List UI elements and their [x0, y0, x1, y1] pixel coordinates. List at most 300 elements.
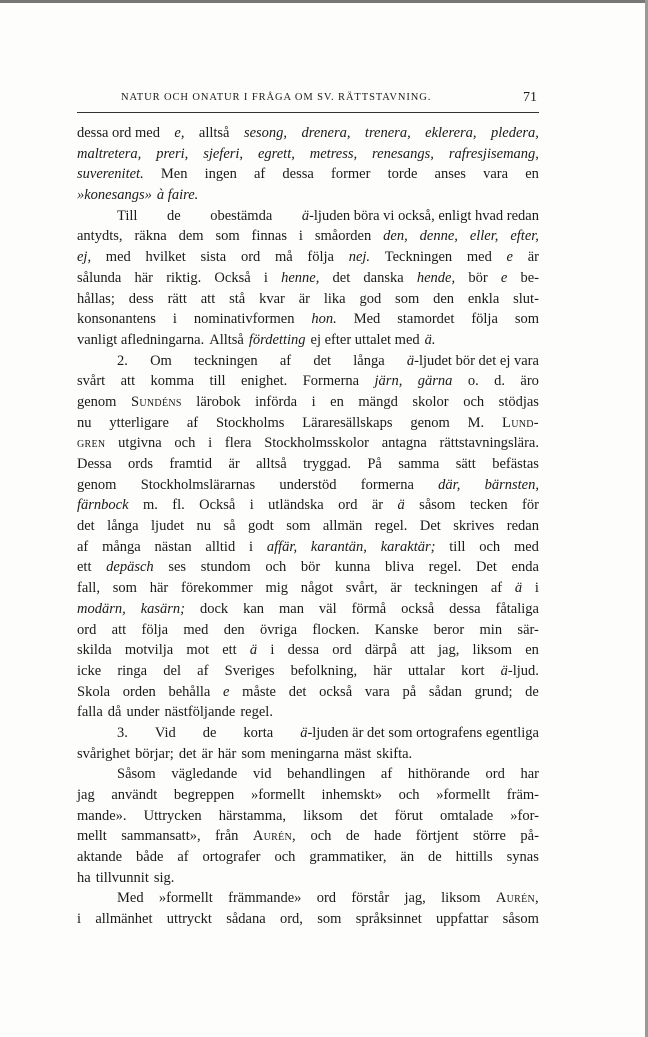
- italic-word: e: [506, 249, 513, 266]
- word: mot: [186, 642, 209, 659]
- word: nu: [77, 414, 92, 431]
- text-line: [77, 599, 539, 620]
- word: ringa: [117, 662, 148, 679]
- word: rättstavningslära.: [439, 435, 539, 452]
- word: dock: [199, 600, 229, 617]
- word: skilda: [77, 642, 112, 659]
- italic-word: modärn,: [77, 600, 126, 617]
- word: Uttrycken: [143, 807, 202, 824]
- word: »formellt: [436, 787, 491, 803]
- word: i: [208, 435, 213, 452]
- word: dem: [178, 228, 204, 245]
- word: uttryckt: [166, 911, 212, 928]
- word: genom: [410, 414, 450, 431]
- italic-word: ä: [500, 662, 508, 679]
- word: sig.: [153, 869, 175, 886]
- italic-word: karantän,: [310, 538, 367, 555]
- text-line: [77, 289, 539, 310]
- word: Också: [214, 269, 251, 286]
- italic-word: e,: [174, 125, 185, 141]
- word: äro: [520, 373, 539, 390]
- word: dessa: [449, 600, 481, 617]
- word: mellt: [77, 828, 107, 845]
- word: i: [77, 911, 82, 928]
- italic-word: ä.: [424, 331, 436, 348]
- word: som: [514, 311, 539, 328]
- word: af: [186, 414, 199, 431]
- word: utgivna: [118, 435, 162, 452]
- word: enkla: [467, 290, 500, 307]
- word: af: [380, 766, 393, 783]
- word: tillvunnit: [95, 869, 149, 886]
- word: i: [249, 497, 254, 514]
- word-group: [300, 723, 539, 744]
- word: Skola: [77, 683, 111, 700]
- word: såsom: [502, 911, 539, 928]
- italic-word: där,: [438, 476, 461, 493]
- word: sammansatt»,: [121, 828, 201, 845]
- word: följa: [141, 621, 169, 638]
- italic-word: ä: [301, 207, 310, 224]
- word: i: [311, 393, 316, 410]
- word: också: [401, 600, 435, 617]
- text-line: [77, 268, 539, 289]
- word: Också: [199, 497, 236, 514]
- word: allmänhet: [95, 911, 153, 928]
- italic-word: henne,: [281, 269, 320, 286]
- word: användt: [111, 787, 158, 803]
- italic-word: sjeferi,: [203, 145, 244, 162]
- word: förstår: [351, 890, 390, 907]
- word: att: [111, 621, 127, 638]
- word: torde: [387, 166, 418, 183]
- word: Kanske: [374, 621, 419, 638]
- word: formerna: [360, 476, 414, 493]
- text-line: [77, 144, 539, 165]
- word: väl: [318, 600, 337, 617]
- word: orden: [122, 683, 156, 700]
- italic-word: färnbock: [77, 497, 129, 514]
- word: På: [367, 456, 382, 472]
- text-line: [77, 702, 539, 723]
- word: ord: [77, 621, 97, 638]
- word: af: [279, 352, 292, 369]
- word: godt: [248, 518, 274, 535]
- word: och: [398, 787, 420, 803]
- word: med: [105, 249, 131, 266]
- word: svårighet: [77, 745, 131, 762]
- word: be-: [520, 269, 539, 286]
- word: den: [433, 290, 455, 307]
- text-line: [77, 516, 539, 537]
- word: kvar: [259, 290, 285, 307]
- word: Sveriges: [224, 662, 275, 679]
- word: ljudet: [151, 518, 185, 535]
- text-line: [77, 475, 539, 496]
- word: enda: [511, 559, 539, 576]
- word: samma: [398, 456, 440, 472]
- word: dess: [128, 290, 154, 307]
- word: meningarna: [270, 745, 339, 762]
- text-line: [77, 413, 539, 434]
- italic-word: »konesangs»: [77, 187, 152, 204]
- text-line: [77, 785, 539, 806]
- word: ord,: [279, 911, 303, 928]
- italic-word: ä: [249, 642, 258, 659]
- word: det: [288, 683, 307, 700]
- word: här: [134, 269, 153, 286]
- word: nu: [196, 518, 212, 535]
- word: bör: [468, 269, 488, 286]
- word: af: [177, 849, 189, 866]
- word: man: [279, 600, 304, 617]
- word: ords: [128, 456, 153, 472]
- word: liksom: [472, 642, 513, 659]
- word: finnas: [251, 228, 287, 245]
- word: ses: [168, 559, 187, 576]
- word: Aurén,: [252, 828, 296, 845]
- word: vid: [252, 766, 272, 783]
- word: behandlingen: [287, 766, 366, 783]
- word: många: [102, 538, 141, 555]
- word: teckningen: [414, 580, 479, 597]
- word: det: [359, 807, 378, 824]
- word: fl.: [172, 497, 185, 514]
- word: god: [359, 290, 382, 307]
- word: befästas: [492, 456, 539, 472]
- word: hvilket: [145, 249, 186, 266]
- word: Men: [160, 166, 188, 183]
- word: riktig.: [166, 269, 202, 286]
- word: till: [449, 538, 466, 555]
- word: korta: [243, 724, 274, 741]
- word: mäst: [343, 745, 372, 762]
- italic-word: sesong,: [243, 125, 288, 141]
- word: kunna: [334, 559, 371, 576]
- word: Till: [117, 207, 138, 224]
- word: i: [263, 269, 268, 286]
- text-line: [77, 495, 539, 516]
- text-line: [77, 578, 539, 599]
- word: af: [253, 166, 266, 183]
- word: mängd: [358, 393, 398, 410]
- word-group: [407, 351, 539, 372]
- word: stundom: [200, 559, 251, 576]
- word: sär-: [517, 621, 539, 638]
- word: ej efter uttalet med: [310, 331, 420, 348]
- text-line: [77, 454, 539, 475]
- text-line: [77, 351, 539, 372]
- word: flocken.: [312, 621, 360, 638]
- word: antydts,: [77, 228, 123, 245]
- word: »for-: [510, 807, 539, 824]
- word: här: [217, 745, 237, 762]
- word: ord: [240, 249, 261, 266]
- word-group: [302, 206, 539, 227]
- word: de: [202, 724, 217, 741]
- text-line: [77, 826, 539, 847]
- word: svårt: [77, 373, 106, 390]
- word: synas: [506, 849, 539, 866]
- word: o.: [467, 373, 479, 390]
- text-line: [77, 764, 539, 785]
- word: motvilja: [124, 642, 174, 659]
- italic-word: depäsch: [106, 559, 154, 576]
- word: skolor: [412, 393, 449, 410]
- italic-word: järn,: [374, 373, 403, 390]
- word: Sundéns: [131, 393, 182, 410]
- word: i: [534, 580, 539, 597]
- word: falla: [77, 704, 103, 721]
- word: genom: [77, 476, 117, 493]
- text-line: [77, 537, 539, 558]
- word: liksom: [303, 807, 343, 824]
- word: lärobok: [196, 393, 241, 410]
- word: Såsom: [117, 766, 156, 783]
- word: därpå: [364, 642, 398, 659]
- word: följa: [307, 249, 334, 266]
- word: vara: [483, 166, 509, 183]
- word: anses: [434, 166, 466, 183]
- word: fall,: [77, 580, 100, 597]
- word: som: [112, 580, 137, 597]
- word: stamordet: [397, 311, 455, 328]
- word: som: [215, 228, 240, 245]
- word: teckningen: [194, 352, 258, 369]
- text-line: [77, 868, 539, 889]
- word: M.: [467, 414, 485, 431]
- word: följa: [471, 311, 498, 328]
- word: konsonantens: [77, 311, 156, 328]
- word: och: [463, 393, 485, 410]
- word: dessa: [287, 642, 320, 659]
- word: redan: [506, 518, 539, 535]
- body-text: [77, 123, 539, 930]
- italic-word: efter,: [510, 228, 539, 245]
- text-line: [77, 888, 539, 909]
- word: ord: [332, 642, 352, 659]
- word: stödjas: [498, 393, 539, 410]
- word: flera: [224, 435, 252, 452]
- word: Dessa: [77, 456, 112, 472]
- word: än: [400, 849, 415, 866]
- italic-word: karaktär;: [380, 538, 436, 555]
- word: nästan: [154, 538, 192, 555]
- word: är: [390, 580, 402, 597]
- text-line: [77, 392, 539, 413]
- word: såsom: [419, 497, 456, 514]
- word: »formellt: [158, 890, 213, 907]
- word: här: [373, 662, 392, 679]
- text-line: [77, 806, 539, 827]
- word: bliva: [385, 559, 415, 576]
- word: former: [330, 166, 371, 183]
- word: enighet.: [241, 373, 288, 390]
- italic-word: ä: [406, 352, 415, 369]
- word: bör: [300, 559, 321, 576]
- word: genom: [77, 393, 117, 410]
- word: Det: [419, 518, 441, 535]
- word: Teckningen: [384, 249, 453, 266]
- page-number: 71: [523, 90, 537, 105]
- word: så: [223, 518, 236, 535]
- word: af: [77, 538, 89, 555]
- word: tryggad.: [303, 456, 351, 472]
- italic-word: ä: [397, 497, 405, 514]
- word: den: [223, 621, 245, 638]
- word: min: [479, 621, 503, 638]
- word: börjar;: [135, 745, 174, 762]
- word: d.: [494, 373, 505, 390]
- word: något: [300, 580, 333, 597]
- word: på: [402, 683, 417, 700]
- italic-word: suverenitet.: [77, 166, 144, 183]
- word: allmän: [322, 518, 363, 535]
- word: Med: [353, 311, 381, 328]
- word: ha: [77, 869, 91, 886]
- word: må: [274, 249, 293, 266]
- italic-word: rafresjisemang,: [448, 145, 539, 162]
- word: sådan: [428, 683, 462, 700]
- word: Stockholms: [215, 414, 285, 431]
- text-line: [77, 640, 539, 661]
- word: Stockholmsskolor: [264, 435, 369, 452]
- word: ord: [316, 890, 337, 907]
- word: mande».: [77, 807, 127, 824]
- word: ytterligare: [109, 414, 169, 431]
- word: sålunda: [77, 269, 122, 286]
- word: af: [490, 580, 503, 597]
- word: Om: [150, 352, 172, 369]
- word: Stockholmslärarnas: [140, 476, 256, 493]
- word: en: [525, 642, 539, 659]
- word: 3.: [117, 724, 128, 741]
- word: har: [520, 766, 539, 783]
- word: som: [286, 518, 311, 535]
- italic-word: affär,: [266, 538, 298, 555]
- word: del: [163, 662, 181, 679]
- word: understöd: [279, 476, 337, 493]
- italic-word: gärna: [417, 373, 453, 390]
- running-header: [77, 90, 539, 110]
- word: alltså: [198, 125, 230, 141]
- word: Aurén,: [495, 890, 539, 907]
- word: obestämda: [210, 207, 273, 224]
- italic-word: drenera,: [301, 125, 351, 141]
- word: utländska: [268, 497, 324, 514]
- word: för: [522, 497, 539, 514]
- italic-word: kasärn;: [140, 600, 186, 617]
- word: regel.: [374, 518, 408, 535]
- word: med: [183, 621, 209, 638]
- italic-word: hon.: [311, 311, 337, 328]
- word-group: [501, 661, 539, 682]
- text-line: [77, 433, 539, 454]
- word: regel.: [428, 559, 462, 576]
- text-line: [77, 371, 539, 392]
- text-line: [77, 123, 539, 144]
- word: hade: [373, 828, 402, 845]
- italic-word: à faire.: [156, 187, 199, 204]
- word: de: [525, 683, 539, 700]
- word: alltså: [256, 456, 287, 472]
- word: är: [201, 745, 213, 762]
- header-rule: [77, 112, 539, 113]
- text-line: [77, 309, 539, 330]
- word: ett: [77, 559, 92, 576]
- text-line: [77, 847, 539, 868]
- word: m.: [142, 497, 158, 514]
- word: vägledande: [171, 766, 238, 783]
- word: med: [513, 538, 539, 555]
- italic-word: eller,: [469, 228, 499, 245]
- word: långa: [107, 518, 139, 535]
- word: då: [107, 704, 122, 721]
- word: är: [371, 497, 384, 514]
- word: det: [313, 352, 332, 369]
- word: danska: [363, 269, 404, 286]
- word: icke: [77, 662, 102, 679]
- text-line: [77, 164, 539, 185]
- word: främ-: [506, 787, 539, 803]
- italic-word: maltretera,: [77, 145, 142, 162]
- word: måste: [242, 683, 276, 700]
- word: -ljuden böra vi också, enligt hvad redan: [309, 207, 539, 224]
- text-line: [77, 185, 539, 206]
- word: och: [174, 435, 196, 452]
- italic-word: trenera,: [364, 125, 411, 141]
- word: och: [274, 849, 296, 866]
- word: också: [319, 683, 353, 700]
- word: beror: [433, 621, 465, 638]
- word: och: [479, 538, 501, 555]
- word: under: [126, 704, 160, 721]
- italic-word: ej,: [77, 249, 92, 266]
- italic-word: den,: [383, 228, 408, 245]
- italic-word: metress,: [309, 145, 358, 162]
- italic-word: bärnsten,: [484, 476, 539, 493]
- word: regel.: [240, 704, 273, 721]
- word: nominativformen: [193, 311, 295, 328]
- word: kort: [461, 662, 485, 679]
- text-line: [77, 206, 539, 227]
- word: räkna: [134, 228, 167, 245]
- word: begreppen: [173, 787, 235, 803]
- word: sista: [200, 249, 227, 266]
- text-line: [77, 723, 539, 744]
- word: språksinnet: [355, 911, 422, 928]
- word: Det: [475, 559, 497, 576]
- word: antagna: [381, 435, 427, 452]
- word: med: [466, 249, 492, 266]
- word: dessa ord med: [77, 125, 160, 141]
- italic-word: preri,: [156, 145, 189, 162]
- word: de: [428, 849, 442, 866]
- word: nästföljande: [164, 704, 236, 721]
- word: framtid: [169, 456, 213, 472]
- word: i: [249, 538, 254, 555]
- word: ingen: [204, 166, 237, 183]
- text-line: [77, 557, 539, 578]
- word: i: [270, 642, 275, 659]
- word: grund;: [474, 683, 513, 700]
- italic-word: ä: [300, 724, 308, 741]
- word: -ljud.: [507, 662, 539, 679]
- word: är: [527, 249, 539, 266]
- word: främmande»: [228, 890, 302, 907]
- text-line: [77, 661, 539, 682]
- text-line: [77, 682, 539, 703]
